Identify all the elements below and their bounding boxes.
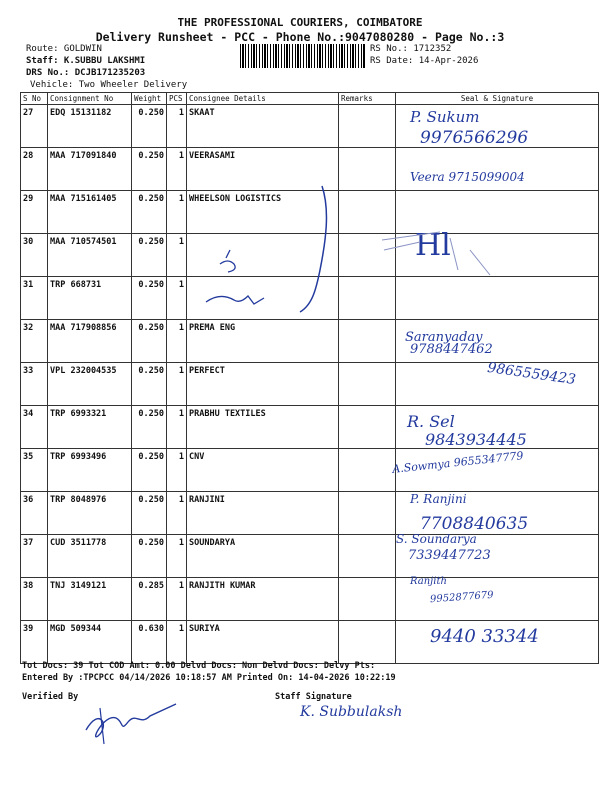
hw-phone-38: 9952877679: [429, 589, 494, 606]
cell-remarks: [339, 320, 396, 363]
cell-consignee: PERFECT: [187, 363, 339, 406]
cell-pcs: 1: [167, 148, 187, 191]
cell-pcs: 1: [167, 406, 187, 449]
cell-consignee: RANJINI: [187, 492, 339, 535]
col-consignee: Consignee Details: [187, 93, 339, 105]
col-pcs: PCS: [167, 93, 187, 105]
cell-consignee: RANJITH KUMAR: [187, 578, 339, 621]
cell-consignment: TRP 6993496: [48, 449, 132, 492]
hw-signature-34: R. Sel: [407, 412, 455, 431]
cell-weight: 0.285: [132, 578, 167, 621]
cell-weight: 0.250: [132, 406, 167, 449]
cell-weight: 0.630: [132, 621, 167, 664]
cell-consignee: PRABHU TEXTILES: [187, 406, 339, 449]
col-consignment: Consignment No: [48, 93, 132, 105]
cell-sno: 39: [21, 621, 48, 664]
hw-signature-27: P. Sukum: [410, 108, 480, 126]
company-title: THE PROFESSIONAL COURIERS, COIMBATORE: [177, 16, 423, 29]
cell-weight: 0.250: [132, 148, 167, 191]
cell-remarks: [339, 578, 396, 621]
cell-sno: 37: [21, 535, 48, 578]
cell-weight: 0.250: [132, 105, 167, 148]
table-row: [21, 320, 599, 363]
cell-sno: 27: [21, 105, 48, 148]
cell-pcs: 1: [167, 191, 187, 234]
cell-sno: 30: [21, 234, 48, 277]
cell-consignment: VPL 232004535: [48, 363, 132, 406]
staff-signature-hw: K. Subbulaksh: [300, 704, 403, 720]
staff-label: Staff: K.SUBBU LAKSHMI: [26, 56, 146, 66]
verified-by-label: Verified By: [22, 692, 79, 702]
cell-pcs: 1: [167, 449, 187, 492]
staff-signature-label: Staff Signature: [275, 692, 352, 702]
col-weight: Weight: [132, 93, 167, 105]
cell-sno: 28: [21, 148, 48, 191]
cell-consignment: MAA 715161405: [48, 191, 132, 234]
cell-consignment: MAA 717091840: [48, 148, 132, 191]
hw-phone-37: 7339447723: [408, 548, 491, 563]
cell-consignee: SOUNDARYA: [187, 535, 339, 578]
hw-phone-33: 9865559423: [486, 359, 577, 389]
cell-seal-signature: [396, 148, 599, 191]
cell-consignment: TNJ 3149121: [48, 578, 132, 621]
cell-pcs: 1: [167, 320, 187, 363]
cell-weight: 0.250: [132, 277, 167, 320]
cell-sno: 29: [21, 191, 48, 234]
cell-pcs: 1: [167, 234, 187, 277]
hw-signature-37: S. Soundarya: [396, 532, 477, 546]
verifier-signature-icon: [80, 696, 180, 746]
cell-remarks: [339, 363, 396, 406]
table-row: [21, 578, 599, 621]
runsheet-subtitle: Delivery Runsheet - PCC - Phone No.:9047080280 - Page No.:3: [95, 30, 505, 44]
totals-line: Tot Docs: 39 Tot COD Amt: 0.00 Delvd Docs: Non Delvd Docs: Delvy Pts:: [22, 661, 376, 671]
route-label: Route: GOLDWIN: [26, 44, 102, 54]
cell-consignment: EDQ 15131182: [48, 105, 132, 148]
cell-consignment: MAA 717908856: [48, 320, 132, 363]
cell-weight: 0.250: [132, 320, 167, 363]
cell-weight: 0.250: [132, 449, 167, 492]
cell-remarks: [339, 535, 396, 578]
hw-signature-28: Veera 9715099004: [410, 170, 525, 184]
cell-weight: 0.250: [132, 363, 167, 406]
cell-consignment: MAA 710574501: [48, 234, 132, 277]
drs-number: DRS No.: DCJB171235203: [26, 68, 146, 78]
cell-sno: 34: [21, 406, 48, 449]
cell-consignment: TRP 8048976: [48, 492, 132, 535]
hw-phone-34: 9843934445: [425, 430, 527, 449]
hw-signature-36: P. Ranjini: [410, 492, 467, 506]
cell-weight: 0.250: [132, 191, 167, 234]
hw-signature-39: 9440 33344: [430, 626, 539, 647]
hw-phone-32: 9788447462: [410, 342, 493, 357]
cell-sno: 32: [21, 320, 48, 363]
cell-remarks: [339, 406, 396, 449]
cell-remarks: [339, 105, 396, 148]
hw-signature-38: Ranjith: [410, 576, 447, 587]
cell-consignee: SKAAT: [187, 105, 339, 148]
cell-sno: 36: [21, 492, 48, 535]
cell-remarks: [339, 621, 396, 664]
hw-phone-36: 7708840635: [420, 514, 529, 534]
cell-consignee: CNV: [187, 449, 339, 492]
vehicle-label: Vehicle: Two Wheeler Delivery: [30, 80, 188, 90]
cell-sno: 31: [21, 277, 48, 320]
cell-consignment: TRP 668731: [48, 277, 132, 320]
hw-signature-30: Hl: [415, 228, 451, 263]
barcode-icon: [240, 44, 365, 68]
col-remarks: Remarks: [339, 93, 396, 105]
table-header: [21, 93, 599, 105]
entered-by-line: Entered By :TPCPCC 04/14/2026 10:18:57 AM Printed On: 14-04-2026 10:22:19: [22, 673, 396, 683]
hw-signature-32: Saranyaday: [405, 330, 483, 345]
cell-sno: 33: [21, 363, 48, 406]
cell-remarks: [339, 492, 396, 535]
cell-consignee: PREMA ENG: [187, 320, 339, 363]
cell-consignment: TRP 6993321: [48, 406, 132, 449]
cell-weight: 0.250: [132, 492, 167, 535]
col-seal-signature: Seal & Signature: [396, 93, 599, 105]
cell-sno: 38: [21, 578, 48, 621]
cell-pcs: 1: [167, 363, 187, 406]
cell-pcs: 1: [167, 578, 187, 621]
cell-pcs: 1: [167, 105, 187, 148]
ink-scribble-icon: [200, 180, 360, 320]
hw-signature-35: A.Sowmya 9655347779: [391, 449, 525, 476]
cell-consignment: CUD 3511778: [48, 535, 132, 578]
cell-consignment: MGD 509344: [48, 621, 132, 664]
cell-weight: 0.250: [132, 234, 167, 277]
cell-consignee: WHEELSON LOGISTICS: [187, 191, 339, 234]
cell-seal-signature: [396, 277, 599, 320]
cell-consignee: SURIYA: [187, 621, 339, 664]
cell-sno: 35: [21, 449, 48, 492]
cell-weight: 0.250: [132, 535, 167, 578]
cell-consignee: VEERASAMI: [187, 148, 339, 191]
rs-date: RS Date: 14-Apr-2026: [370, 56, 479, 66]
col-sno: S No: [21, 93, 48, 105]
cell-pcs: 1: [167, 277, 187, 320]
stamp-scribble-icon: [380, 230, 500, 280]
rs-number: RS No.: 1712352: [370, 44, 452, 54]
table-row: [21, 535, 599, 578]
cell-pcs: 1: [167, 492, 187, 535]
cell-remarks: [339, 449, 396, 492]
cell-pcs: 1: [167, 621, 187, 664]
cell-pcs: 1: [167, 535, 187, 578]
hw-phone-27: 9976566296: [420, 128, 529, 148]
